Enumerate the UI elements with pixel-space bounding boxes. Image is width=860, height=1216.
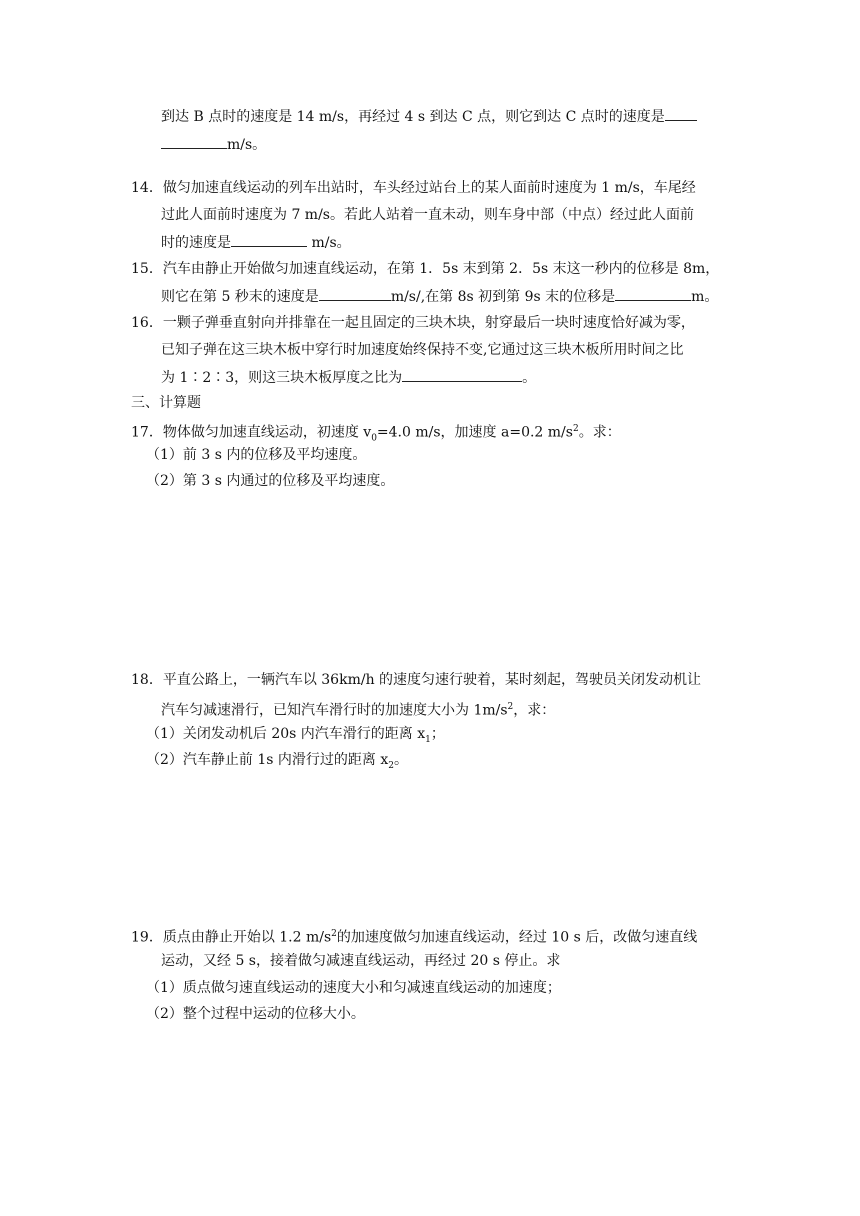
- q13-line1: 到达 B 点时的速度是 14 m/s，再经过 4 s 到达 C 点，则它到达 C 点时的速度是: [161, 106, 697, 127]
- question-number: 16．: [131, 315, 163, 331]
- q18-line2: 汽车匀减速滑行，已知汽车滑行时的加速度大小为 $1m/s^2$，求：: [161, 702, 556, 719]
- answer-blank[interactable]: [402, 367, 522, 382]
- q18-line1: 18．平直公路上，一辆汽车以 36km/h 的速度匀速行驶着，某时刻起，驾驶员关闭发动机让: [131, 672, 702, 688]
- q18-part2: （2）汽车静止前 1s 内滑行过的距离 $x_2$。: [146, 752, 408, 771]
- q15-line2: 则它在第 5 秒末的速度是 m/s/,在第 8s 初到第 9s 末的位移是 m。: [161, 286, 718, 307]
- question-number: 15．: [131, 261, 163, 277]
- q16-line3: 为 1∶2∶3，则这三块木板厚度之比为 。: [161, 367, 536, 388]
- question-number: 14．: [131, 180, 163, 196]
- q19-part1: （1）质点做匀速直线运动的速度大小和匀减速直线运动的加速度；: [146, 980, 561, 996]
- question-number: 19．: [131, 929, 163, 946]
- question-number: 17．: [131, 424, 163, 441]
- q19-part2: （2）整个过程中运动的位移大小。: [146, 1006, 365, 1022]
- q16-line2: 已知子弹在这三块木板中穿行时加速度始终保持不变,它通过这三块木板所用时间之比: [161, 342, 684, 358]
- q19-line1: 19．质点由静止开始以 1.2 $m/s^2$的加速度做匀加速直线运动，经过 10 s 后，改做匀速直线: [131, 929, 698, 946]
- question-number: 18．: [131, 672, 163, 688]
- q15-line1: 15．汽车由静止开始做匀加速直线运动，在第 1．5s 末到第 2．5s 末这一秒内的位移是 8m，: [131, 261, 720, 277]
- answer-blank[interactable]: [231, 232, 307, 247]
- q14-line3: 时的速度是 m/s。: [161, 232, 351, 253]
- q19-line2: 运动，又经 5 s，接着做匀减速直线运动，再经过 20 s 停止。求: [161, 953, 561, 969]
- answer-blank[interactable]: [319, 286, 391, 301]
- answer-blank[interactable]: [615, 286, 691, 301]
- q17-part2: （2）第 3 s 内通过的位移及平均速度。: [146, 473, 395, 489]
- q17-stem: 17．物体做匀加速直线运动，初速度 $v_0=4.0$ m/s，加速度 a=0.2 $m/s^2$。求：: [131, 424, 621, 444]
- section-title: 三、计算题: [131, 395, 201, 411]
- q17-part1: （1）前 3 s 内的位移及平均速度。: [146, 447, 367, 463]
- q13-line2: m/s。: [161, 134, 266, 155]
- answer-blank[interactable]: [665, 106, 697, 121]
- q18-part1: （1）关闭发动机后 20s 内汽车滑行的距离 $x_1$；: [146, 726, 445, 745]
- q14-line2: 过此人面前时速度为 7 m/s。若此人站着一直未动，则车身中部（中点）经过此人面前: [161, 207, 694, 223]
- q16-line1: 16．一颗子弹垂直射向并排靠在一起且固定的三块木块，射穿最后一块时速度恰好减为零，: [131, 315, 695, 331]
- q14-line1: 14．做匀加速直线运动的列车出站时，车头经过站台上的某人面前时速度为 1 m/s，车尾经: [131, 180, 696, 196]
- answer-blank[interactable]: [161, 134, 227, 149]
